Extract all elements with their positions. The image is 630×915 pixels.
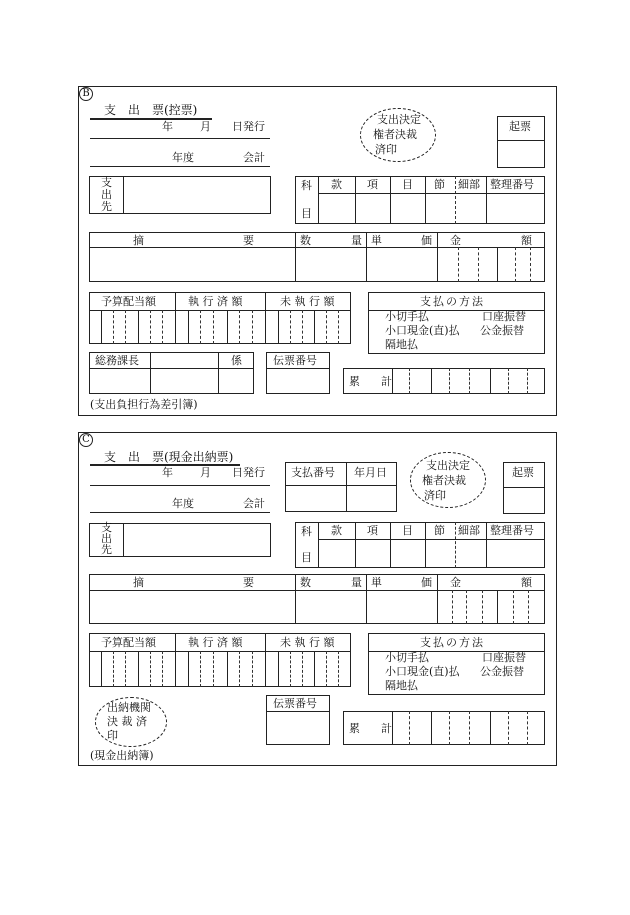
form-c-letter-badge: C [79, 433, 93, 447]
form-c-ruikei-l: 累 [349, 722, 360, 735]
form-c-tekiyo-l: 摘 [133, 576, 144, 589]
form-b-kihyo: 起票 [509, 120, 531, 133]
form-b-suryo-l: 数 [300, 234, 311, 247]
form-b-ruikei-l: 累 [349, 375, 360, 388]
form-c-date-month: 月 [200, 466, 211, 479]
form-b-saimoku: 細部 [458, 178, 480, 191]
form-c-method-3: 小口現金(直)払 [385, 665, 460, 678]
form-c-payee-2: 出 [101, 532, 112, 545]
form-c-suryo-l: 数 [300, 576, 311, 589]
form-c-kingaku-r: 額 [521, 576, 532, 589]
form-c-tanka-r: 価 [421, 576, 432, 589]
form-b-seiri: 整理番号 [490, 178, 534, 191]
form-c-shiharai-bango: 支払番号 [291, 466, 335, 479]
form-b-payee-3: 先 [101, 200, 112, 213]
form-c-method-1: 小切手払 [385, 651, 429, 664]
form-c-stamp-line-1: 支出決定 [426, 459, 470, 472]
form-b-suryo-r: 量 [351, 234, 362, 247]
form-b-fiscal-year: 年度 [172, 151, 194, 164]
form-c-ruikei-r: 計 [381, 722, 392, 735]
form-c-date-issued: 日発行 [232, 466, 265, 479]
form-c-ka: 科 [301, 525, 312, 538]
form-b-tanka-l: 単 [371, 234, 382, 247]
form-b-method-3: 小口現金(直)払 [385, 324, 460, 337]
form-b-kakari: 係 [231, 354, 242, 367]
form-c-tanka-l: 単 [371, 576, 382, 589]
form-b-ko: 項 [367, 178, 378, 191]
form-b-description-table [89, 232, 545, 282]
form-b-letter-badge: B [79, 87, 93, 101]
form-c-fiscal-year: 年度 [172, 497, 194, 510]
form-b-somu: 総務課長 [95, 354, 139, 367]
form-b-stamp-line-2: 権者決裁 [373, 128, 417, 141]
form-b-tekiyo-l: 摘 [133, 234, 144, 247]
form-c-footer: (現金出納簿) [90, 749, 154, 762]
form-b-method-2: 口座振替 [482, 310, 526, 323]
form-c-kan: 款 [331, 524, 342, 537]
form-c-suito-stamp-1: 出納機関 [107, 701, 151, 714]
form-b-method-4: 公金振替 [480, 324, 524, 337]
form-c-nengappi: 年月日 [354, 466, 387, 479]
form-b-date-issued: 日発行 [232, 120, 265, 133]
form-b-date-year: 年 [162, 120, 173, 133]
form-c-denpyo: 伝票番号 [273, 697, 317, 710]
form-b-method-5: 隔地払 [385, 338, 418, 351]
form-b-ka: 科 [301, 179, 312, 192]
form-b-method-1: 小切手払 [385, 310, 429, 323]
form-c-payee-3: 先 [101, 543, 112, 556]
form-b-ruikei-box [343, 368, 545, 394]
form-c-tekiyo-r: 要 [243, 576, 254, 589]
form-c-setsu: 節 [434, 524, 445, 537]
form-c-yosan: 予算配当額 [101, 636, 156, 649]
form-b-tekiyo-r: 要 [243, 234, 254, 247]
form-b-footer: (支出負担行為差引簿) [90, 398, 198, 411]
form-b-setsu: 節 [434, 178, 445, 191]
form-b-shikko: 執 行 済 額 [188, 295, 243, 308]
form-c-description-table [89, 574, 545, 624]
form-c-suito-stamp-3: 印 [107, 729, 118, 742]
form-c-suryo-r: 量 [351, 576, 362, 589]
form-c-title: 支 出 票(現金出納票) [104, 450, 234, 464]
form-c-stamp-line-2: 権者決裁 [422, 474, 466, 487]
form-c-account: 会計 [243, 497, 265, 510]
form-b-kingaku-r: 額 [521, 234, 532, 247]
form-c-seiri: 整理番号 [490, 524, 534, 537]
form-c-ko: 項 [367, 524, 378, 537]
form-b-mishikko: 未 執 行 額 [280, 295, 335, 308]
form-c-ruikei-box [343, 711, 545, 745]
form-c-method-title: 支払の方法 [420, 636, 485, 649]
form-b-kan: 款 [331, 178, 342, 191]
form-b-account: 会計 [243, 151, 265, 164]
form-b-stamp-line-3: 済印 [375, 143, 397, 156]
form-c-moku2: 目 [402, 524, 413, 537]
form-c-suito-stamp-2: 決 裁 済 [107, 715, 147, 728]
form-c-kingaku-l: 金 [450, 576, 461, 589]
form-c-kihyo: 起票 [512, 466, 534, 479]
form-b-ruikei-r: 計 [381, 375, 392, 388]
form-c-saimoku: 細部 [458, 524, 480, 537]
form-b-payee-box [89, 176, 271, 214]
form-c-method-2: 口座振替 [482, 651, 526, 664]
form-b-title: 支 出 票(控票) [104, 103, 198, 117]
form-b-payee-1: 支 [101, 176, 112, 189]
form-c-stamp-line-3: 済印 [424, 489, 446, 502]
form-b-kingaku-l: 金 [450, 234, 461, 247]
form-b-denpyo: 伝票番号 [273, 354, 317, 367]
form-c-method-5: 隔地払 [385, 679, 418, 692]
form-c-mishikko: 未 執 行 額 [280, 636, 335, 649]
form-b-moku: 目 [301, 207, 312, 220]
form-b-tanka-r: 価 [421, 234, 432, 247]
form-c-date-year: 年 [162, 466, 173, 479]
form-c-payee-box [89, 523, 271, 557]
form-b-date-month: 月 [200, 120, 211, 133]
form-b-method-title: 支払の方法 [420, 295, 485, 308]
form-b-payee-2: 出 [101, 188, 112, 201]
form-c-payee-1: 支 [101, 521, 112, 534]
form-c-method-4: 公金振替 [480, 665, 524, 678]
form-c-moku: 目 [301, 551, 312, 564]
form-b-yosan: 予算配当額 [101, 295, 156, 308]
form-c-shikko: 執 行 済 額 [188, 636, 243, 649]
form-b-stamp-line-1: 支出決定 [377, 113, 421, 126]
form-b-moku2: 目 [402, 178, 413, 191]
